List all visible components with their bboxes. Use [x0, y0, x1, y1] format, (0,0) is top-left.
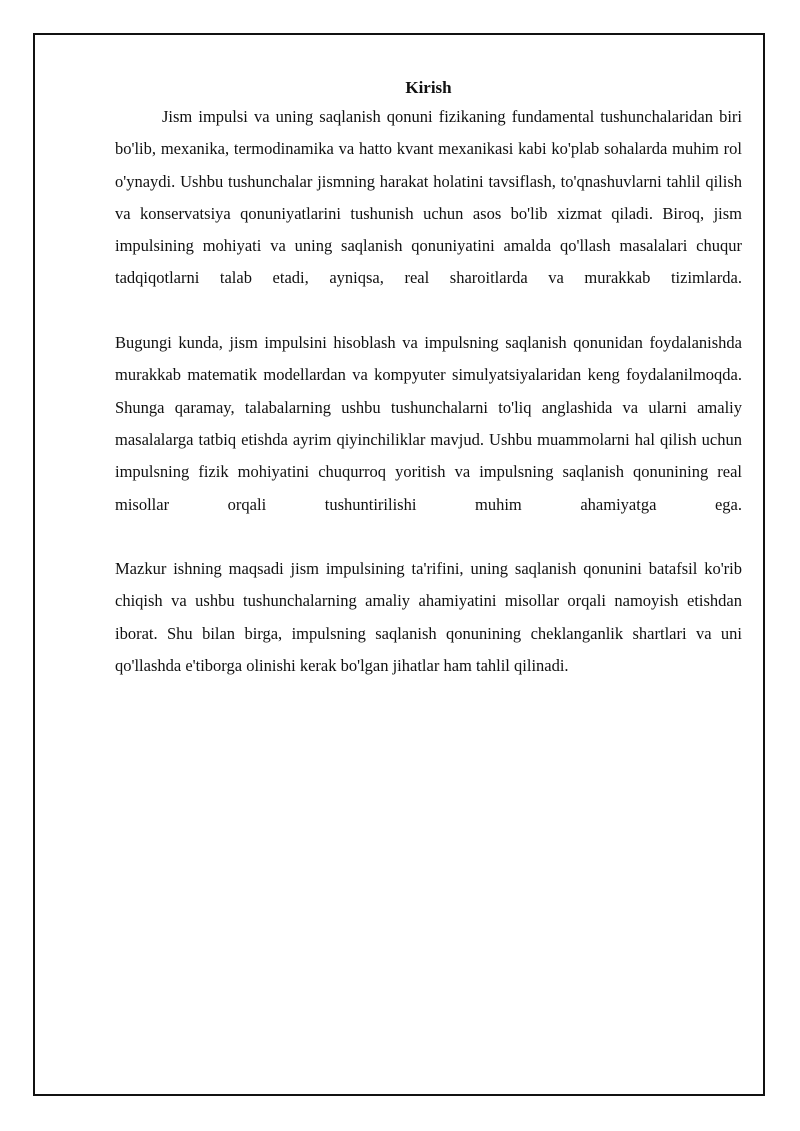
- document-body: [115, 77, 742, 682]
- page-title: Kirish: [405, 78, 452, 97]
- paragraph-1: Jism impulsi va uning saqlanish qonuni fizikaning fundamental tushunchalaridan biri bo'lib, mexanika, termodinamika va hatto kvant mexanikasi kabi ko'plab sohalarda muhim rol o'ynaydi. Ushbu tushunchalar jismning harakat holatini tavsiflash, to'qnashuvlarni tahlil qilish va konservatsiya qonuniyatlarini tushunish uchun asos bo'lib xizmat qiladi. Biroq, jism impulsining mohiyati va uning saqlanish qonuniyatini amalda qo'llash masalalari chuqur tadqiqotlarni talab etadi, ayniqsa, real sharoitlarda va murakkab tizimlarda.: [115, 107, 742, 288]
- paragraph-2: Bugungi kunda, jism impulsini hisoblash va impulsning saqlanish qonunidan foydalanishda murakkab matematik modellardan va kompyuter simulyatsiyalaridan keng foydalanilmoqda. Shunga qaramay, talabalarning ushbu tushunchalarni to'liq anglashida va ularni amaliy masalalarga tatbiq etishda ayrim qiyinchiliklar mavjud. Ushbu muammolarni hal qilish uchun impulsning fizik mohiyatini chuqurroq yoritish va impulsning saqlanish qonunining real misollar orqali tushuntirilishi muhim ahamiyatga ega.: [115, 333, 742, 514]
- paragraph-3: Mazkur ishning maqsadi jism impulsining ta'rifini, uning saqlanish qonunini batafsil ko'rib chiqish va ushbu tushunchalarning amaliy ahamiyatini misollar orqali namoyish etishdan iborat. Shu bilan birga, impulsning saqlanish qonunining cheklanganlik shartlari va uni qo'llashda e'tiborga olinishi kerak bo'lgan jihatlar ham tahlil qilinadi.: [115, 559, 742, 676]
